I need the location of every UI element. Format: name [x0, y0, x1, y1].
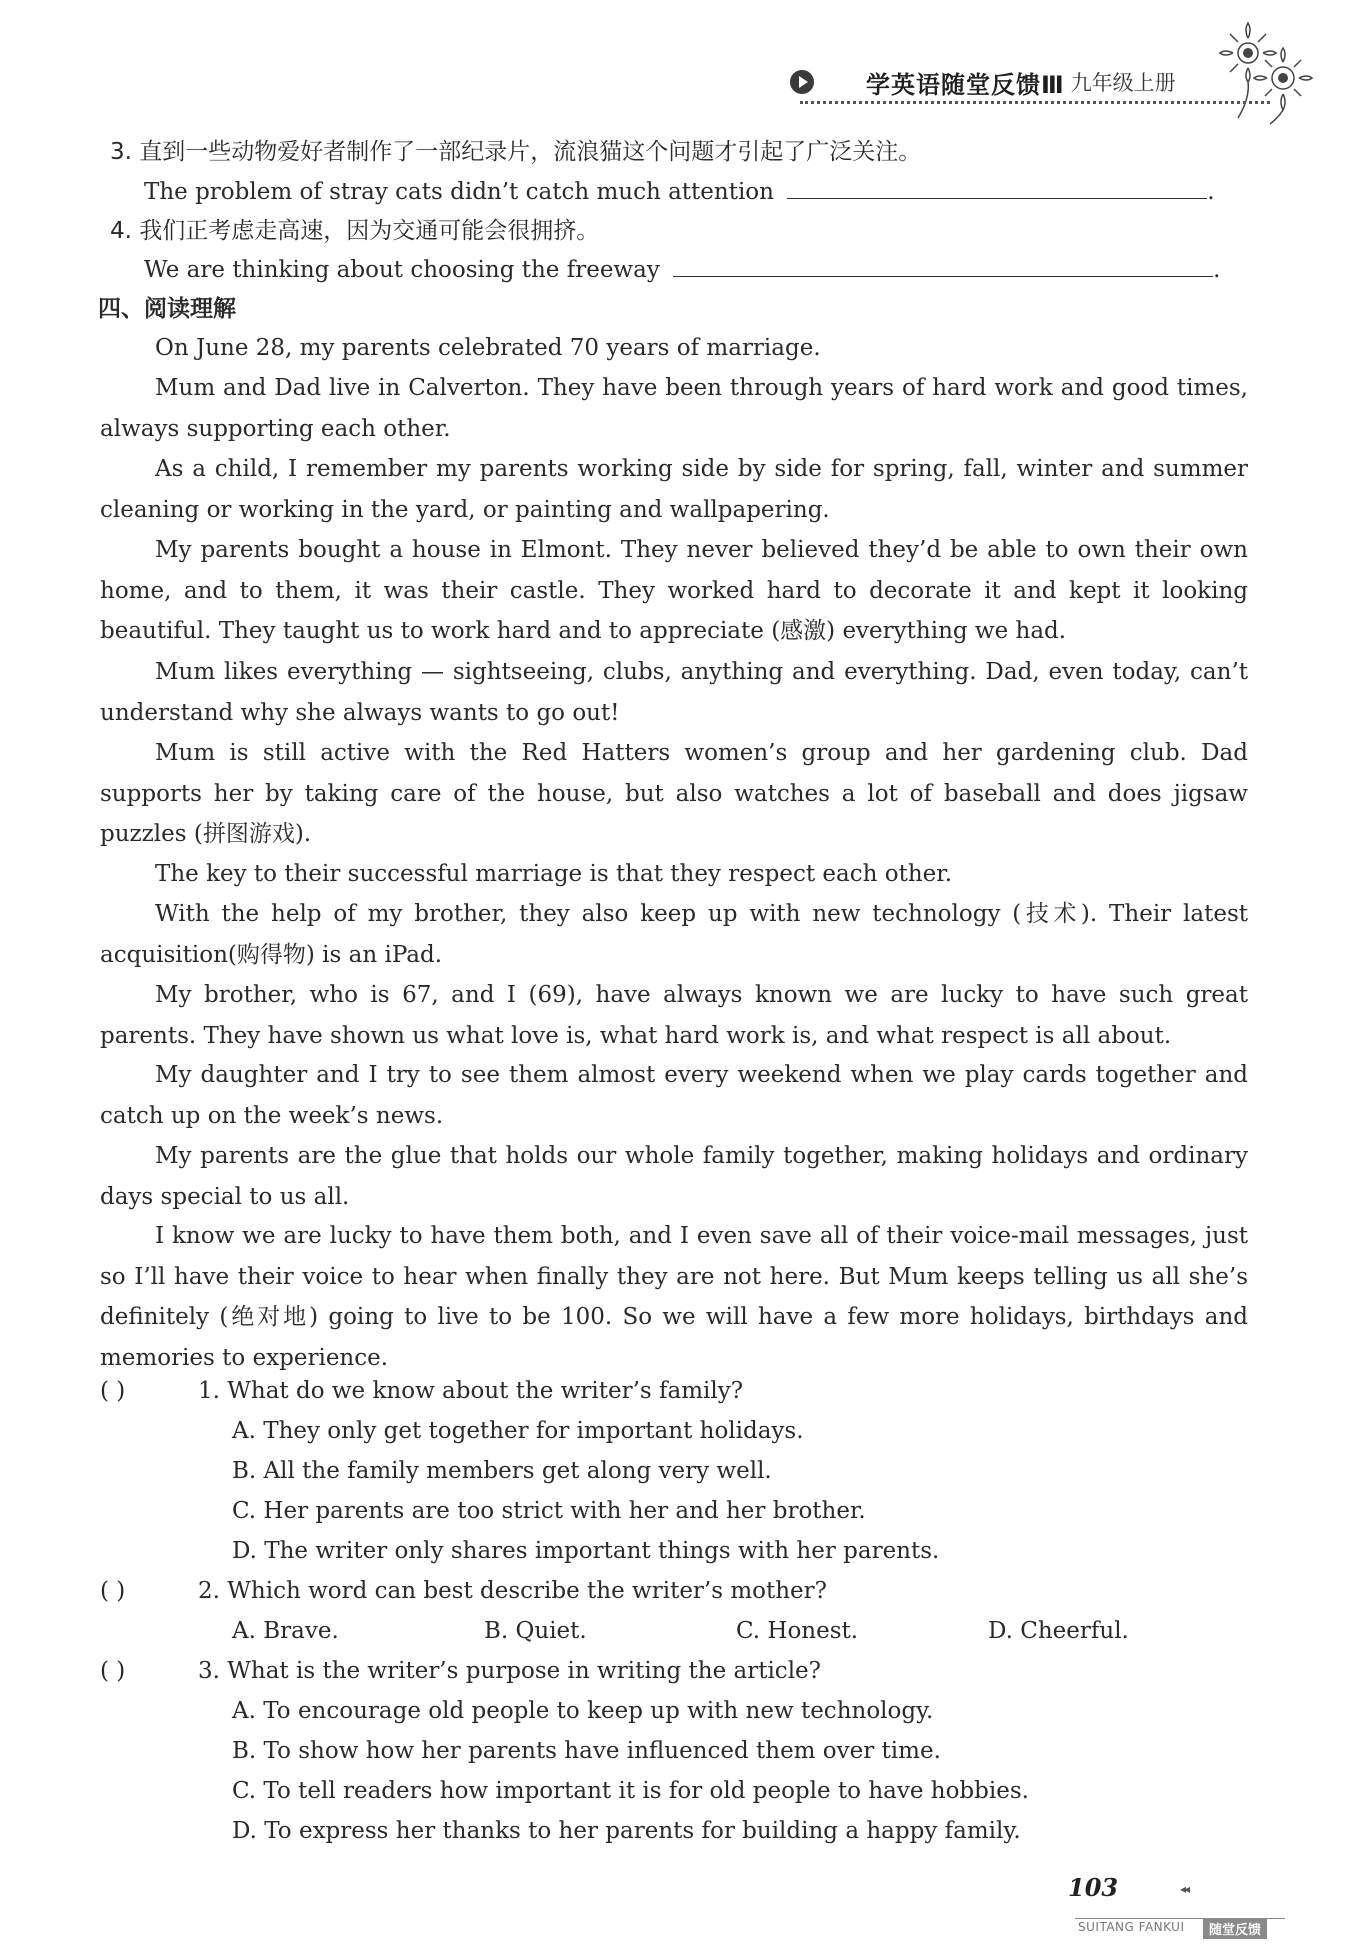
passage-paragraph: The key to their successful marriage is that they respect each other.	[155, 861, 953, 887]
passage-paragraph: My parents are the glue that holds our whole family together, making holidays and ordinary days special to us all.	[100, 1143, 1248, 1210]
passage-paragraph: I know we are lucky to have them both, and I even save all of their voice-mail messages, just so I’ll have their voice to hear when finally they are not here. But Mum keeps telling us all she’s definitely (绝对地) going to live to be 100. So we will have a few more holidays, birthdays and memories to experience.	[100, 1223, 1248, 1371]
passage-paragraph: My daughter and I try to see them almost every weekend when we play cards together and catch up on the week’s news.	[100, 1062, 1248, 1129]
option-a: A. To encourage old people to keep up with new technology.	[232, 1698, 934, 1724]
play-icon	[790, 70, 814, 94]
double-arrow-left-icon: ◂◂	[1180, 1882, 1189, 1896]
option-c: C. To tell readers how important it is for old people to have hobbies.	[232, 1778, 1029, 1804]
question-stem: 3. What is the writer’s purpose in writing the article?	[198, 1658, 821, 1684]
answer-bracket[interactable]: ( )	[100, 1578, 126, 1604]
answer-blank[interactable]	[673, 254, 1213, 277]
passage-paragraph: Mum and Dad live in Calverton. They have been through years of hard work and good times, always supporting each other.	[100, 375, 1248, 442]
footer-pinyin: SUITANG FANKUI	[1078, 1920, 1185, 1934]
page-number: 103	[1068, 1873, 1119, 1902]
series-title: 学英语随堂反馈Ⅲ	[866, 70, 1065, 99]
passage-paragraph: Mum is still active with the Red Hatters women’s group and her gardening club. Dad supports her by taking care of the house, but also watches a lot of baseball and does jigsaw puzzles (拼图游戏).	[100, 740, 1248, 848]
translation-item-4-en: We are thinking about choosing the freeway .	[144, 254, 1220, 285]
question-stem: 2. Which word can best describe the writer’s mother?	[198, 1578, 827, 1604]
option-d: D. To express her thanks to her parents for building a happy family.	[232, 1818, 1021, 1844]
page-header	[790, 62, 1176, 102]
passage-paragraph: My brother, who is 67, and I (69), have always known we are lucky to have such great parents. They have shown us what love is, what hard work is, and what respect is all about.	[100, 982, 1248, 1049]
passage-paragraph: My parents bought a house in Elmont. They never believed they’d be able to own their own home, and to them, it was their castle. They worked hard to decorate it and kept it looking beautiful. They taught us to work hard and to appreciate (感激) everything we had.	[100, 537, 1248, 645]
answer-blank[interactable]	[787, 176, 1207, 199]
option-d: D. The writer only shares important things with her parents.	[232, 1538, 940, 1564]
sunflower-decoration-icon	[1208, 18, 1318, 128]
passage-paragraph: As a child, I remember my parents working side by side for spring, fall, winter and summer cleaning or working in the yard, or painting and wallpapering.	[100, 456, 1248, 523]
translation-item-3-cn: 3. 直到一些动物爱好者制作了一部纪录片，流浪猫这个问题才引起了广泛关注。	[110, 139, 922, 165]
option-b: B. To show how her parents have influenced them over time.	[232, 1738, 941, 1764]
header-dotted-rule	[800, 101, 1270, 104]
translation-item-3-en: The problem of stray cats didn’t catch much attention .	[144, 176, 1215, 207]
option-d: D. Cheerful.	[988, 1618, 1129, 1644]
question-stem: 1. What do we know about the writer’s family?	[198, 1378, 744, 1404]
option-c: C. Her parents are too strict with her and her brother.	[232, 1498, 866, 1524]
section-heading: 四、阅读理解	[98, 296, 236, 322]
answer-bracket[interactable]: ( )	[100, 1658, 126, 1684]
option-c: C. Honest.	[736, 1618, 859, 1644]
option-a: A. Brave.	[232, 1618, 339, 1644]
option-b: B. All the family members get along very well.	[232, 1458, 772, 1484]
answer-bracket[interactable]: ( )	[100, 1378, 126, 1404]
option-a: A. They only get together for important holidays.	[232, 1418, 804, 1444]
passage-paragraph: On June 28, my parents celebrated 70 years of marriage.	[155, 335, 821, 361]
passage-paragraph: Mum likes everything — sightseeing, clubs, anything and everything. Dad, even today, can’t understand why she always wants to go out!	[100, 659, 1248, 726]
footer-badge: 随堂反馈	[1203, 1918, 1267, 1939]
grade-label: 九年级上册	[1070, 71, 1176, 95]
translation-item-4-cn: 4. 我们正考虑走高速，因为交通可能会很拥挤。	[110, 218, 600, 244]
option-b: B. Quiet.	[484, 1618, 587, 1644]
passage-paragraph: With the help of my brother, they also keep up with new technology (技术). Their latest acquisition(购得物) is an iPad.	[100, 901, 1248, 968]
